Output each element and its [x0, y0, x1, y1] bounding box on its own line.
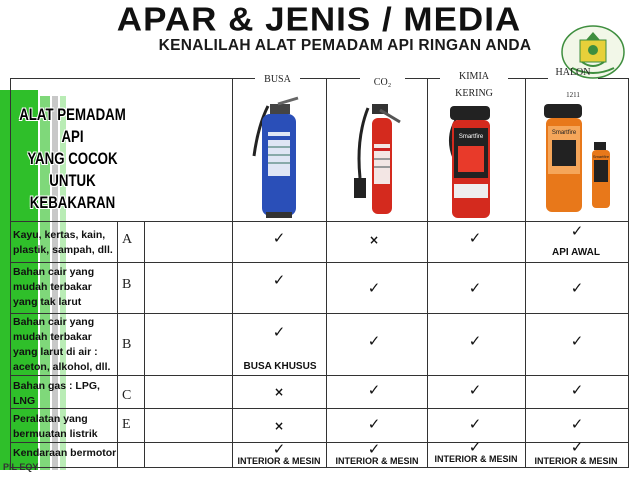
row-class-e: E [122, 417, 131, 432]
row-class-a: A [122, 232, 133, 247]
mark-v-halon: ✓ [570, 438, 584, 456]
mark-b2-kimia: ✓ [468, 332, 482, 350]
mark-a-kimia: ✓ [468, 229, 482, 247]
row-label-b2: Bahan cair yang mudah terbakar yang larut di air : aceton, alkohol, dll. [13, 316, 111, 373]
mark-b1-co2: ✓ [367, 279, 381, 297]
mark-e-co2: ✓ [367, 415, 381, 433]
ext-brand-label-3: Smartfire [592, 154, 610, 159]
note-interior-busa: INTERIOR & MESIN [237, 456, 321, 466]
mark-b2-co2: ✓ [367, 332, 381, 350]
note-busa-khusus: BUSA KHUSUS [243, 361, 317, 372]
row-label-e: Peralatan yang bermuatan listrik [13, 413, 98, 440]
mark-b1-kimia: ✓ [468, 279, 482, 297]
co2-extinguisher-image [350, 98, 410, 218]
foam-extinguisher-image [248, 96, 308, 220]
row-label-b1: Bahan cair yang mudah terbakar yang tak larut [13, 266, 95, 308]
mark-a-halon: ✓ [570, 222, 584, 240]
ext-brand-label-1: Smartfire [458, 134, 484, 140]
footer-credit: PIL EQY [3, 462, 39, 472]
mark-v-busa: ✓ [272, 440, 286, 458]
note-interior-co2: INTERIOR & MESIN [335, 456, 419, 466]
halon-extinguisher-image [540, 98, 620, 216]
mark-e-kimia: ✓ [468, 415, 482, 433]
column-header-co2: CO₂ [373, 77, 392, 88]
mark-c-halon: ✓ [570, 381, 584, 399]
mark-a-co2: × [368, 233, 380, 247]
mark-b1-busa: ✓ [272, 271, 286, 289]
mark-c-co2: ✓ [367, 381, 381, 399]
ext-brand-label-2: Smartfire [551, 130, 577, 136]
mark-b2-busa: ✓ [272, 323, 286, 341]
note-interior-halon: INTERIOR & MESIN [534, 456, 618, 466]
column-header-busa: BUSA [264, 74, 291, 85]
row-class-b1: B [122, 277, 132, 292]
row-label-a: Kayu, kertas, kain, plastik, sampah, dll. [13, 229, 113, 256]
mark-c-kimia: ✓ [468, 381, 482, 399]
note-interior-kimia: INTERIOR & MESIN [434, 454, 518, 464]
note-api-awal: API AWAL [552, 247, 600, 258]
column-header-halon: HALON 1211 [555, 67, 591, 99]
mark-b1-halon: ✓ [570, 279, 584, 297]
mark-v-kimia: ✓ [468, 438, 482, 456]
dry-chemical-extinguisher-image [444, 98, 500, 220]
row-class-b2: B [122, 337, 132, 352]
page-title: APAR & JENIS / MEDIA [116, 1, 522, 39]
left-caption: ALAT PEMADAM API YANG COCOK UNTUK KEBAKARAN [19, 105, 126, 212]
column-header-kimia-kering: KIMIA KERING [455, 71, 493, 99]
page-subtitle: KENALILAH ALAT PEMADAM API RINGAN ANDA [158, 37, 532, 54]
row-class-c: C [122, 388, 132, 403]
mark-e-halon: ✓ [570, 415, 584, 433]
row-label-c: Bahan gas : LPG, LNG [13, 380, 100, 407]
mark-c-busa: × [273, 385, 285, 399]
mark-b2-halon: ✓ [570, 332, 584, 350]
mark-e-busa: × [273, 419, 285, 433]
mark-v-co2: ✓ [367, 440, 381, 458]
row-label-vehicle: Kendaraan bermotor [13, 447, 117, 459]
mark-a-busa: ✓ [272, 229, 286, 247]
